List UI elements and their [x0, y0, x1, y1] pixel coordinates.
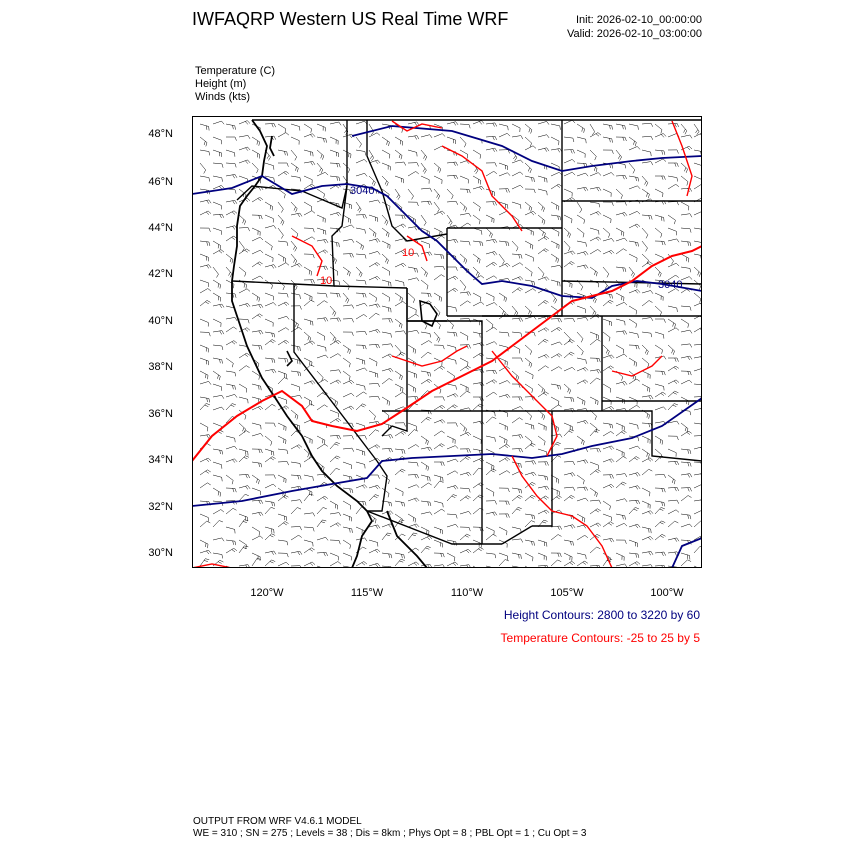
lon-label-120w: 120°W: [250, 587, 284, 599]
map-title: IWFAQRP Western US Real Time WRF: [192, 9, 509, 29]
lat-label-44n: 44°N: [148, 222, 173, 234]
lat-label-36n: 36°N: [148, 408, 173, 420]
temperature-contour-label: 10: [402, 247, 415, 259]
map-svg: [192, 116, 702, 568]
lon-label-110w: 110°W: [450, 587, 484, 599]
footer-model: OUTPUT FROM WRF V4.6.1 MODEL: [193, 816, 362, 827]
lat-label-42n: 42°N: [148, 268, 173, 280]
temperature-legend: Temperature Contours: -25 to 25 by 5: [500, 631, 700, 645]
lon-label-115w: 115°W: [350, 587, 384, 599]
lat-label-38n: 38°N: [148, 361, 173, 373]
field-winds: Winds (kts): [195, 91, 250, 103]
map-plot: [192, 116, 702, 568]
height-legend: Height Contours: 2800 to 3220 by 60: [503, 608, 700, 622]
init-time: Init: 2026-02-10_00:00:00: [576, 14, 702, 26]
field-height: Height (m): [195, 78, 247, 90]
lon-label-100w: 100°W: [650, 587, 684, 599]
lat-label-46n: 46°N: [148, 176, 173, 188]
lat-label-48n: 48°N: [148, 128, 173, 140]
height-contour-label: 3040: [350, 185, 375, 197]
lat-label-40n: 40°N: [148, 315, 173, 327]
temperature-contour-label: 10: [320, 275, 333, 287]
lon-label-105w: 105°W: [550, 587, 584, 599]
lat-label-32n: 32°N: [148, 501, 173, 513]
lat-label-34n: 34°N: [148, 454, 173, 466]
lat-label-30n: 30°N: [148, 547, 173, 559]
valid-time: Valid: 2026-02-10_03:00:00: [567, 28, 702, 40]
height-contour-label: 3040: [658, 279, 683, 291]
footer-config: WE = 310 ; SN = 275 ; Levels = 38 ; Dis = 8km ; Phys Opt = 8 ; PBL Opt = 1 ; Cu Opt = 3: [193, 828, 587, 839]
field-temperature: Temperature (C): [195, 65, 276, 77]
